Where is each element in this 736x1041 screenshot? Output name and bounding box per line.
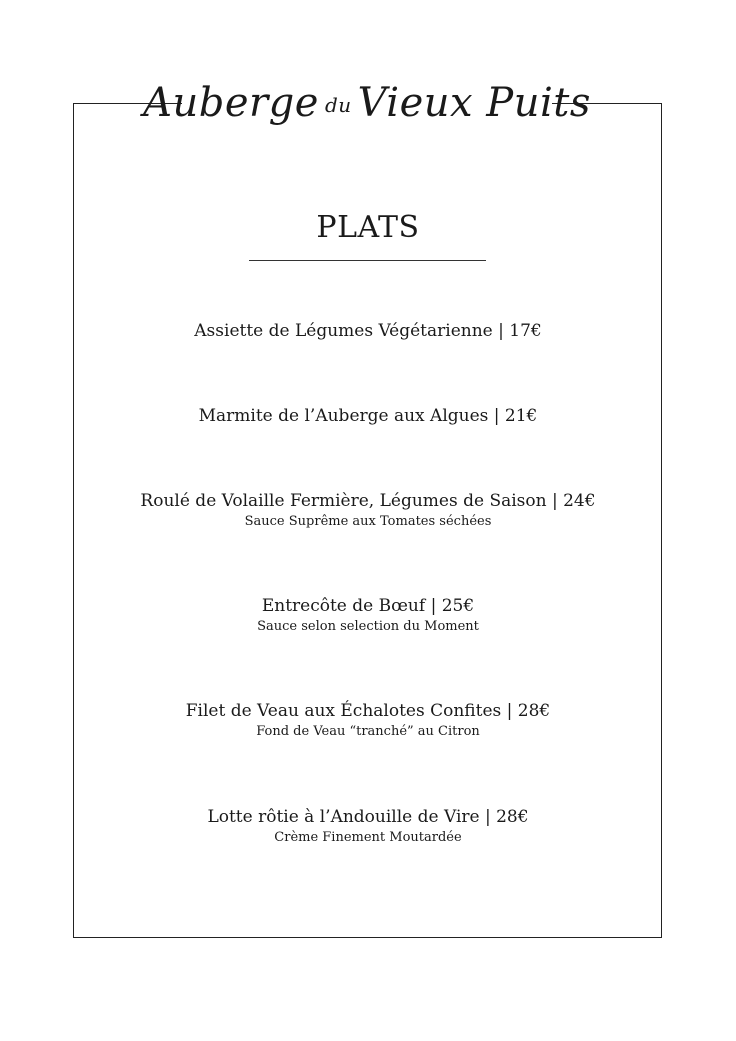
logo-word-auberge: Auberge — [143, 80, 319, 126]
dish-name: Entrecôte de Bœuf | 25€ — [261, 596, 475, 616]
dish-name: Marmite de l’Auberge aux Algues | 21€ — [198, 406, 538, 426]
dish-item — [90, 700, 646, 741]
logo-word-du: du — [324, 93, 352, 117]
logo-word-vieux-puits: Vieux Puits — [357, 80, 591, 126]
dish-name: Roulé de Volaille Fermière, Légumes de Saison | 24€ — [140, 491, 596, 511]
dish-description: Crème Finement Moutardée — [274, 830, 462, 845]
dish-description: Sauce Suprême aux Tomates séchées — [244, 514, 492, 529]
dish-item — [90, 405, 646, 427]
dish-description: Fond de Veau “tranché” au Citron — [256, 724, 480, 739]
dish-description: Sauce selon selection du Moment — [257, 619, 479, 634]
section-title: PLATS — [316, 210, 420, 245]
dish-name: Filet de Veau aux Échalotes Confites | 28€ — [185, 701, 551, 721]
dish-name: Assiette de Légumes Végétarienne | 17€ — [194, 321, 542, 341]
logo-wordmark — [143, 80, 591, 126]
dish-item — [90, 320, 646, 342]
dish-name: Lotte rôtie à l’Andouille de Vire | 28€ — [207, 807, 529, 827]
title-divider — [249, 260, 486, 261]
restaurant-logo — [143, 70, 591, 136]
dish-item — [90, 490, 646, 531]
dish-item — [90, 595, 646, 636]
dish-item — [90, 806, 646, 847]
